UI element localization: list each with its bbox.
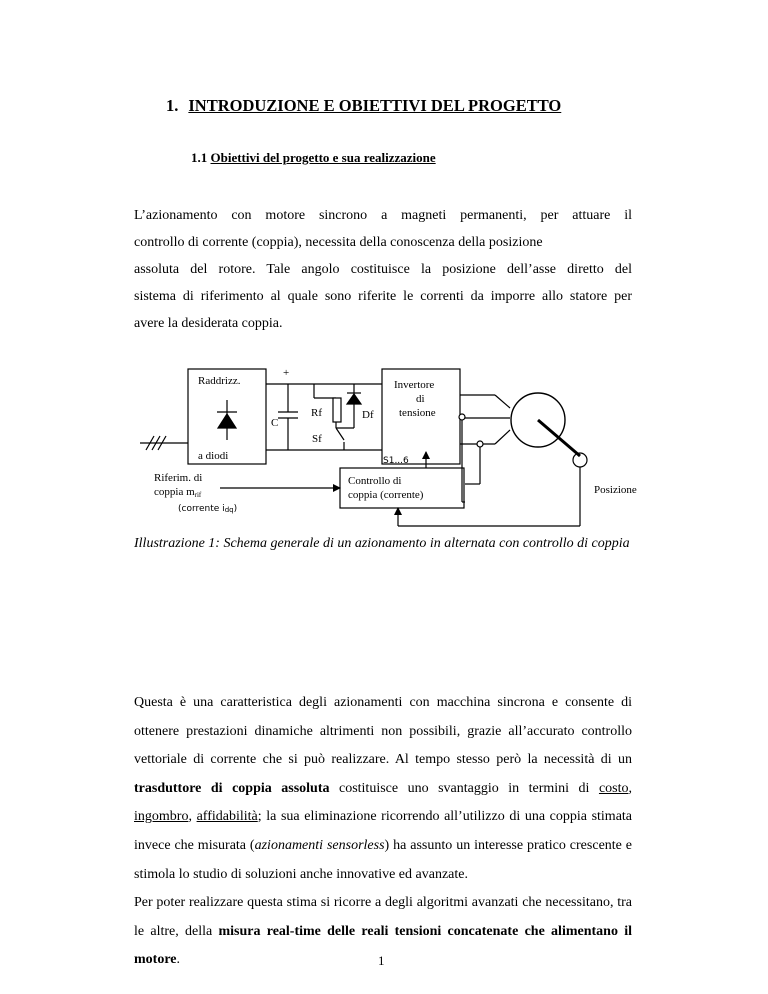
page-number: 1 (378, 953, 385, 968)
rf-label: Rf (311, 407, 322, 419)
section-heading (191, 150, 436, 166)
paragraph-line: controllo di corrente (coppia), necessita della conoscenza della posizione (134, 235, 543, 250)
chapter-title: INTRODUZIONE E OBIETTIVI DEL PROGETTO (188, 96, 562, 115)
reference-label: Riferim. di (154, 472, 203, 484)
inverter-label: di (416, 393, 425, 405)
rectifier-label: Raddrizz. (198, 375, 241, 387)
drive-block-diagram (140, 360, 637, 532)
df-label: Df (362, 409, 374, 421)
inverter-label: tensione (399, 407, 436, 419)
intro-paragraph (134, 202, 632, 337)
dc-plus-label: + (283, 367, 290, 379)
paragraph-line: L’azionamento con motore sincrono a magneti permanenti, per attuare il (134, 208, 632, 223)
position-label: Posizione (594, 484, 637, 496)
reference-label: coppia mrif (154, 486, 202, 499)
inverter-label: Invertore (394, 379, 435, 391)
capacitor-label: C (271, 417, 279, 429)
paragraph-line: sistema di riferimento al quale sono riferite le correnti da imporre allo statore per (134, 289, 632, 304)
paragraph-line: avere la desiderata coppia. (134, 316, 283, 331)
reference-label: (corrente idq) (178, 504, 238, 514)
rectifier-label: a diodi (198, 450, 229, 462)
emphasis-text: misura real-time delle reali tensioni concatenate che alimentano il motore (134, 923, 632, 968)
section-title: Obiettivi del progetto e sua realizzazione (210, 150, 436, 165)
switch-signal-label: S1...6 (383, 456, 409, 466)
figure-caption: Illustrazione 1: Schema generale di un azionamento in alternata con controllo di coppia (134, 536, 630, 551)
section-number: 1.1 (191, 150, 208, 165)
controller-label: coppia (corrente) (348, 489, 424, 501)
torque-controller-block (340, 468, 464, 508)
emphasis-text: trasduttore di coppia assoluta (134, 780, 330, 796)
sf-label: Sf (312, 433, 322, 445)
body-paragraph: Questa è una caratteristica degli azionamenti con macchina sincrona e consente di ottenere prestazioni dinamiche altrimenti non possibili, grazie all’accurato controllo vettoriale di corrente che si può realizzare. Al tempo stesso però la necessità di un trasduttore di coppia assoluta costituisce uno svantaggio in termini di costo, ingombro, affidabilità; la sua eliminazione ricorrendo all’utilizzo di una coppia stimata invece che misurata (azionamenti sensorless) ha assunto un interesse pratico crescente e stimola lo studio di soluzioni anche innovative ed avanzate. Per poter realizzare questa stima si ricorre a degli algoritmi avanzati che necessitano, tra le altre, della misura real-time delle reali tensioni concatenate che alimentano il motore. (134, 695, 633, 968)
chapter-heading (166, 96, 561, 116)
paragraph-line: assoluta del rotore. Tale angolo costituisce la posizione dell’asse diretto del (134, 262, 632, 277)
controller-label: Controllo di (348, 475, 402, 487)
chapter-number: 1. (166, 96, 179, 115)
